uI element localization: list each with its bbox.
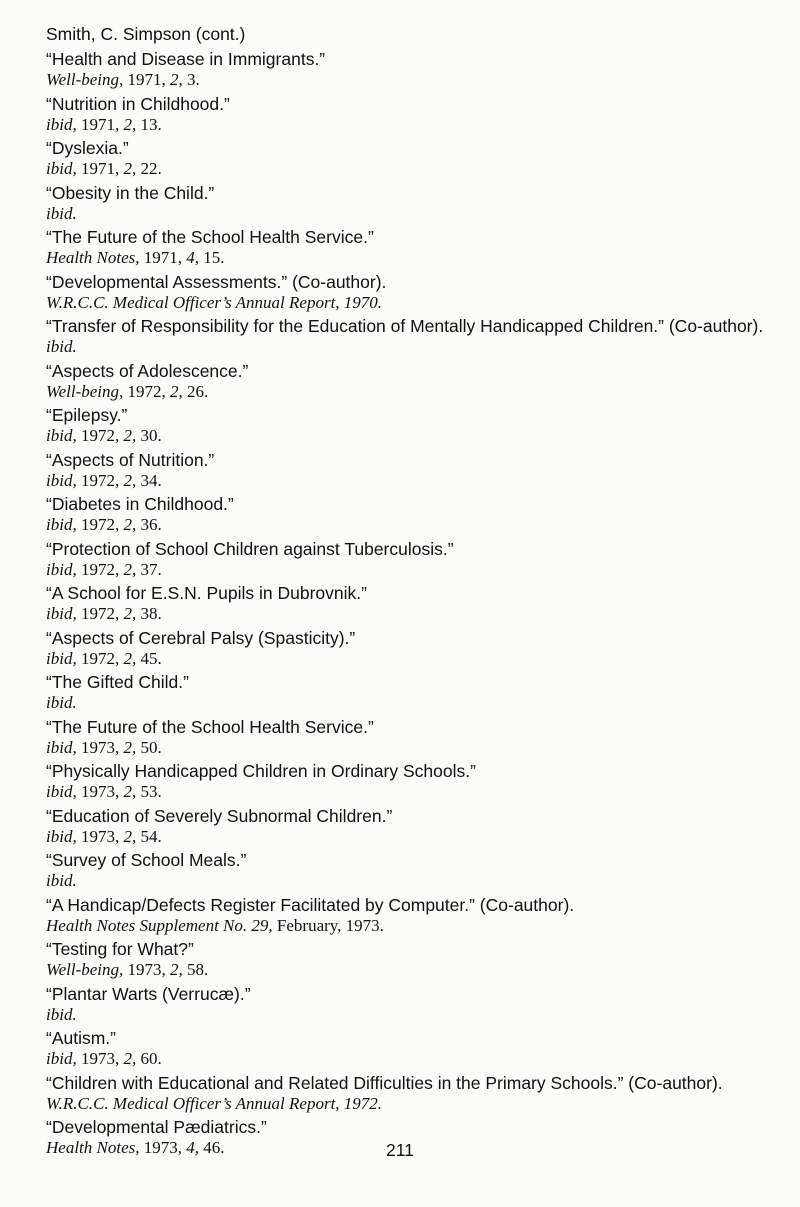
entry-page: 15. <box>199 248 225 267</box>
entry-citation <box>46 916 786 936</box>
entry-year: 1972, <box>76 426 124 445</box>
entry-title: “Education of Severely Subnormal Children.” <box>46 805 393 826</box>
entry-year: 1971, <box>76 159 124 178</box>
entry-title: “Children with Educational and Related Difficulties in the Primary Schools.” (Co-author). <box>46 1072 723 1093</box>
entry-citation <box>46 337 786 357</box>
entry-page: 60. <box>136 1049 162 1068</box>
entry-title: “Physically Handicapped Children in Ordinary Schools.” <box>46 761 476 781</box>
entry-title: “Transfer of Responsibility for the Education of Mentally Handicapped Children.” (Co-author). <box>46 316 764 336</box>
entry-title: “Diabetes in Childhood.” <box>46 494 234 514</box>
entry-citation <box>46 248 786 268</box>
entry-source: ibid, <box>46 114 77 134</box>
entry-year: 1972, <box>123 381 171 401</box>
bibliography-entry <box>46 361 786 402</box>
entry-citation <box>46 604 786 624</box>
entry-citation <box>46 1094 786 1114</box>
entry-citation <box>46 382 786 402</box>
bibliography-entry <box>46 316 786 357</box>
entry-page: 34. <box>136 470 162 490</box>
entry-citation <box>46 738 786 758</box>
entry-volume: 2, <box>123 782 137 801</box>
entry-citation <box>46 649 786 669</box>
entry-list <box>46 49 786 1158</box>
entry-source: Well-being, <box>46 381 124 401</box>
entry-citation <box>46 515 786 535</box>
entry-year: 1972, <box>76 559 124 579</box>
entry-citation <box>46 204 786 224</box>
bibliography-entry <box>46 272 786 313</box>
entry-citation <box>46 871 786 891</box>
entry-title: “Developmental Assessments.” (Co-author). <box>46 271 387 292</box>
entry-page: 53. <box>136 782 162 801</box>
entry-title: “Testing for What?” <box>46 939 194 959</box>
entry-volume: 2, <box>170 381 183 401</box>
entry-title: “Aspects of Cerebral Palsy (Spasticity).” <box>46 627 356 648</box>
entry-source: ibid, <box>46 426 77 445</box>
entry-source: Health Notes, <box>46 1138 140 1157</box>
entry-year: 1973, <box>76 826 124 846</box>
entry-title: “Aspects of Adolescence.” <box>46 360 249 381</box>
entry-page: 50. <box>136 737 162 757</box>
entry-page: 45. <box>136 648 162 668</box>
entry-citation <box>46 782 786 802</box>
entry-volume: 2, <box>123 114 137 134</box>
entry-title: “Autism.” <box>46 1028 116 1048</box>
bibliography-entry <box>46 939 786 980</box>
entry-citation <box>46 426 786 446</box>
entry-source: ibid, <box>46 826 77 846</box>
entry-page: 13. <box>136 114 162 134</box>
entry-title: “A Handicap/Defects Register Facilitated by Computer.” (Co-author). <box>46 894 575 915</box>
bibliography-entry <box>46 94 786 135</box>
entry-title: “Survey of School Meals.” <box>46 850 247 870</box>
entry-year: 1973, <box>76 782 124 801</box>
entry-volume: 2, <box>123 470 137 490</box>
entry-title: “Obesity in the Child.” <box>46 182 215 203</box>
entry-year: 1973, <box>76 737 124 757</box>
bibliography-entry <box>46 717 786 758</box>
entry-source: W.R.C.C. Medical Officer’s Annual Report, 1972. <box>46 1093 383 1113</box>
entry-source: ibid, <box>46 159 77 178</box>
bibliography-entry <box>46 1073 786 1114</box>
bibliography-entry <box>46 183 786 224</box>
entry-year: February, 1973. <box>272 915 384 935</box>
entry-year: 1972, <box>76 515 124 534</box>
entry-citation <box>46 471 786 491</box>
entry-citation <box>46 560 786 580</box>
entry-volume: 4, <box>186 1138 199 1157</box>
entry-title: “Plantar Warts (Verrucæ).” <box>46 983 251 1004</box>
entry-title: “Dyslexia.” <box>46 138 129 158</box>
entry-citation <box>46 293 786 313</box>
bibliography-entry <box>46 850 786 891</box>
bibliography-entry <box>46 1028 786 1069</box>
entry-title: “Nutrition in Childhood.” <box>46 93 230 114</box>
bibliography-page <box>46 20 786 1162</box>
entry-source: ibid, <box>46 470 77 490</box>
bibliography-entry <box>46 761 786 802</box>
entry-source: ibid. <box>46 1004 77 1024</box>
entry-page: 46. <box>199 1138 225 1157</box>
entry-source: Well-being, <box>46 70 124 89</box>
entry-page: 22. <box>136 159 162 178</box>
entry-volume: 2, <box>123 159 137 178</box>
entry-volume: 2, <box>123 559 137 579</box>
entry-citation <box>46 1005 786 1025</box>
entry-year: 1972, <box>76 648 124 668</box>
entry-title: “Protection of School Children against Tuberculosis.” <box>46 538 454 559</box>
entry-source: ibid, <box>46 559 77 579</box>
entry-volume: 2, <box>170 70 183 89</box>
entry-year: 1972, <box>76 604 124 623</box>
entry-source: W.R.C.C. Medical Officer’s Annual Report, 1970. <box>46 292 383 312</box>
entry-title: “The Gifted Child.” <box>46 672 189 692</box>
entry-volume: 2, <box>123 1049 137 1068</box>
bibliography-entry <box>46 227 786 268</box>
page-number: 211 <box>386 1140 414 1160</box>
bibliography-entry <box>46 494 786 535</box>
entry-title: “Aspects of Nutrition.” <box>46 449 215 470</box>
entry-volume: 4, <box>186 248 199 267</box>
entry-citation <box>46 1049 786 1069</box>
bibliography-entry <box>46 539 786 580</box>
entry-volume: 2, <box>170 960 183 979</box>
entry-citation <box>46 960 786 980</box>
entry-year: 1973, <box>139 1138 187 1157</box>
entry-source: ibid. <box>46 337 77 356</box>
bibliography-entry <box>46 49 786 90</box>
bibliography-entry <box>46 628 786 669</box>
entry-volume: 2, <box>123 826 137 846</box>
entry-source: ibid, <box>46 515 77 534</box>
entry-volume: 2, <box>123 737 137 757</box>
entry-page: 3. <box>182 70 200 89</box>
entry-title: “A School for E.S.N. Pupils in Dubrovnik.” <box>46 583 367 603</box>
entry-year: 1971, <box>76 114 124 134</box>
entry-volume: 2, <box>123 426 137 445</box>
author-heading: Smith, C. Simpson (cont.) <box>46 24 246 44</box>
entry-citation <box>46 70 786 90</box>
entry-year: 1971, <box>139 248 187 267</box>
entry-title: “The Future of the School Health Service.” <box>46 227 374 247</box>
bibliography-entry <box>46 405 786 446</box>
entry-title: “The Future of the School Health Service.” <box>46 716 374 737</box>
entry-page: 58. <box>182 960 209 979</box>
entry-source: Health Notes Supplement No. 29, <box>46 915 273 935</box>
entry-source: Health Notes, <box>46 248 140 267</box>
entry-citation <box>46 115 786 135</box>
entry-title: “Developmental Pædiatrics.” <box>46 1117 267 1137</box>
entry-page: 38. <box>136 604 162 623</box>
bibliography-entry <box>46 672 786 713</box>
entry-year: 1973, <box>123 960 171 979</box>
bibliography-entry <box>46 895 786 936</box>
entry-volume: 2, <box>123 648 137 668</box>
entry-source: ibid, <box>46 604 77 623</box>
entry-source: ibid. <box>46 871 77 890</box>
entry-source: ibid, <box>46 648 77 668</box>
entry-volume: 2, <box>123 604 137 623</box>
bibliography-entry <box>46 984 786 1025</box>
entry-source: ibid. <box>46 693 77 712</box>
entry-volume: 2, <box>123 515 137 534</box>
bibliography-entry <box>46 450 786 491</box>
entry-citation <box>46 827 786 847</box>
entry-source: ibid, <box>46 782 77 801</box>
entry-year: 1972, <box>76 470 124 490</box>
entry-source: ibid. <box>46 203 77 223</box>
entry-year: 1973, <box>76 1049 124 1068</box>
entry-citation <box>46 693 786 713</box>
bibliography-entry <box>46 583 786 624</box>
bibliography-entry <box>46 138 786 179</box>
entry-source: ibid, <box>46 737 77 757</box>
entry-page: 37. <box>136 559 162 579</box>
bibliography-entry <box>46 806 786 847</box>
entry-page: 26. <box>182 381 209 401</box>
entry-source: Well-being, <box>46 960 124 979</box>
entry-page: 36. <box>136 515 162 534</box>
entry-title: “Epilepsy.” <box>46 405 128 425</box>
entry-title: “Health and Disease in Immigrants.” <box>46 49 326 69</box>
entry-source: ibid, <box>46 1049 77 1068</box>
entry-year: 1971, <box>123 70 171 89</box>
entry-page: 54. <box>136 826 162 846</box>
entry-page: 30. <box>136 426 162 445</box>
entry-citation <box>46 159 786 179</box>
